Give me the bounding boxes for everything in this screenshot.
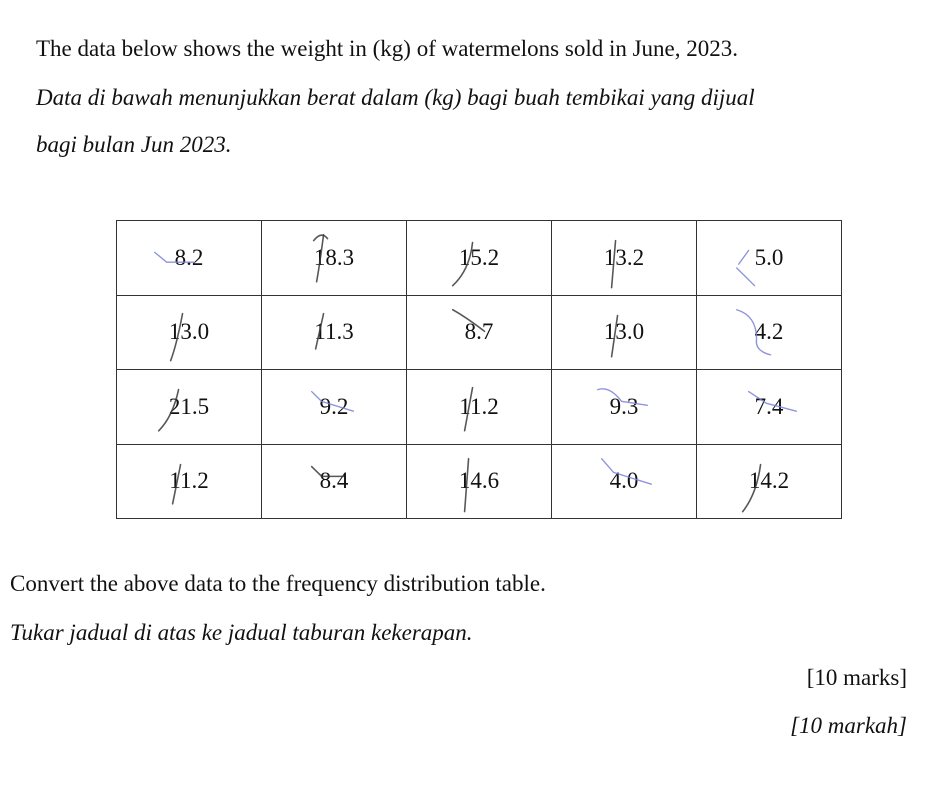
- table-cell: [407, 444, 552, 519]
- cell-value: 21.5: [168, 393, 210, 419]
- cell-value: 15.2: [458, 244, 500, 270]
- table-cell: [697, 370, 842, 445]
- table-row: [117, 221, 842, 296]
- table-cell: [117, 444, 262, 519]
- cell-value: 8.2: [174, 244, 204, 270]
- table-row: [117, 295, 842, 370]
- cell-value: 13.0: [603, 319, 645, 345]
- marks-malay: [10 markah]: [790, 713, 907, 738]
- table-cell: [407, 295, 552, 370]
- table-cell: [552, 370, 697, 445]
- table-cell: [697, 221, 842, 296]
- table-cell: [407, 370, 552, 445]
- intro-english: The data below shows the weight in (kg) of watermelons sold in June, 2023.: [36, 36, 739, 61]
- cell-value: 14.6: [458, 468, 500, 494]
- cell-value: 11.2: [169, 468, 209, 494]
- instruction-malay: Tukar jadual di atas ke jadual taburan kekerapan.: [10, 620, 473, 645]
- table-cell: [552, 444, 697, 519]
- cell-value: 18.3: [313, 244, 355, 270]
- cell-value: 4.2: [754, 319, 784, 345]
- table-cell: [117, 295, 262, 370]
- table-cell: [262, 221, 407, 296]
- table-cell: [117, 221, 262, 296]
- cell-value: 7.4: [754, 393, 784, 419]
- cell-value: 11.2: [459, 393, 499, 419]
- instruction-english: Convert the above data to the frequency distribution table.: [10, 571, 546, 596]
- table-row: [117, 444, 842, 519]
- marks-english: [10 marks]: [806, 665, 907, 690]
- cell-value: 9.3: [609, 393, 639, 419]
- table-cell: [697, 295, 842, 370]
- table-row: [117, 370, 842, 445]
- cell-value: 13.0: [168, 319, 210, 345]
- intro-malay-line-1: Data di bawah menunjukkan berat dalam (kg) bagi buah tembikai yang dijual: [36, 85, 755, 110]
- cell-value: 14.2: [748, 468, 790, 494]
- table-cell: [697, 444, 842, 519]
- table-cell: [552, 295, 697, 370]
- intro-malay-line-2: bagi bulan Jun 2023.: [36, 132, 232, 157]
- cell-value: 13.2: [603, 244, 645, 270]
- table-cell: [552, 221, 697, 296]
- cell-value: 5.0: [754, 244, 784, 270]
- table-cell: [407, 221, 552, 296]
- cell-value: 8.4: [319, 468, 349, 494]
- watermelon-weight-table: [116, 220, 842, 519]
- cell-value: 11.3: [314, 319, 354, 345]
- table-cell: [262, 295, 407, 370]
- cell-value: 9.2: [319, 393, 349, 419]
- cell-value: 4.0: [609, 468, 639, 494]
- cell-value: 8.7: [464, 319, 494, 345]
- table-cell: [262, 444, 407, 519]
- table-cell: [117, 370, 262, 445]
- table-cell: [262, 370, 407, 445]
